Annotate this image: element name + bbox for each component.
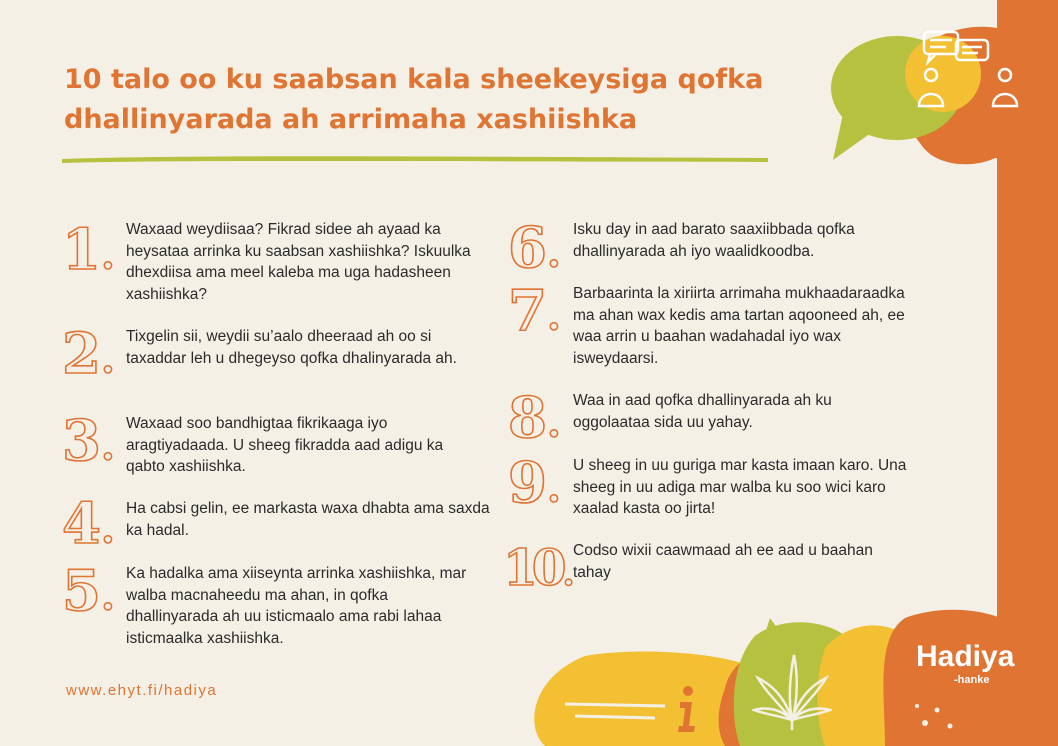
logo-sub-text: -hanke <box>954 674 990 686</box>
tip-4-text: Ha cabsi gelin, ee markasta waxa dhabta ama saxda ka hadal. <box>126 500 490 539</box>
tip-number-dot: . <box>544 450 563 515</box>
tip-number: 2 <box>62 321 99 387</box>
tip-number: 6 <box>508 215 545 281</box>
tip-number: 9 <box>508 450 545 516</box>
footer-url[interactable]: www.ehyt.fi/hadiya <box>66 682 218 699</box>
tip-number-dot: . <box>560 539 577 597</box>
tip-number-dot: . <box>98 321 117 386</box>
person-icon <box>990 66 1020 110</box>
tip-number-dot: . <box>544 278 563 343</box>
tip-5-text: Ka hadalka ama xiiseynta arrinka xashiishka, mar walba macnaheedu ma ahan, in qofka dhallinyarada ah uu isticmaalo ama rabi lahaa isticmaalka xashiishka. <box>126 565 467 647</box>
tip-number: 4 <box>62 491 99 557</box>
cannabis-leaf-icon <box>752 650 832 730</box>
chat-bubbles-icon <box>922 30 992 70</box>
person-icon <box>916 66 946 110</box>
tip-6-text: Isku day in aad barato saaxiibbada qofka dhallinyarada ah iyo waalidkoodba. <box>573 221 855 260</box>
tip-number-dot: . <box>544 385 563 450</box>
tip-1-text: Waxaad weydiisaa? Fikrad sidee ah ayaad ka heysataa arrinka ku saabsan xashiishka? Iskuulka dhexdiisa ama meel kaleba ma uga hadasheen xashiishka? <box>126 221 471 303</box>
tip-8-text: Waa in aad qofka dhallinyarada ah ku oggolaataa sida uu yahay. <box>573 392 832 431</box>
info-icon <box>672 684 702 734</box>
tip-number-dot: . <box>98 558 117 623</box>
tip-number-dot: . <box>98 408 117 473</box>
title-underline <box>62 152 768 164</box>
title-line-1: 10 talo oo ku saabsan kala sheekeysiga qofka <box>64 64 764 95</box>
tip-7-text: Barbaarinta la xiriirta arrimaha mukhaadaraadka ma ahan wax kedis ama tartan aqooneed ah, ee waa arrin u baahan wadahadal iyo wax isweydaarsi. <box>573 285 905 367</box>
tip-10-text: Codso wixii caawmaad ah ee aad u baahan tahay <box>573 542 873 581</box>
tip-9-text: U sheeg in uu guriga mar kasta imaan karo. Una sheeg in uu adiga mar walba ku soo wici karo xaalad kasta oo jirta! <box>573 457 907 517</box>
tip-2-text: Tixgelin sii, weydii su’aalo dheeraad ah oo si taxaddar leh u dhegeyso qofka dhalinyarada ah. <box>126 328 457 367</box>
tip-number: 8 <box>508 385 545 451</box>
tip-number-dot: . <box>98 217 117 282</box>
tip-number: 10 <box>503 538 561 597</box>
tip-number: 7 <box>508 278 545 344</box>
tip-number: 1 <box>62 217 99 283</box>
tip-number: 5 <box>62 558 99 624</box>
tip-number-dot: . <box>98 491 117 556</box>
tip-number-dot: . <box>544 215 563 280</box>
tip-3-text: Waxaad soo bandhigtaa fikrikaaga iyo aragtiyadaada. U sheeg fikradda aad adigu ka qabto xashiishka. <box>126 415 444 475</box>
page-title <box>64 60 784 140</box>
title-line-2: dhallinyarada ah arrimaha xashiishka <box>64 104 638 135</box>
tip-number: 3 <box>62 408 99 474</box>
hadiya-logo <box>916 640 1014 686</box>
logo-main-text: Hadiya <box>916 640 1015 673</box>
